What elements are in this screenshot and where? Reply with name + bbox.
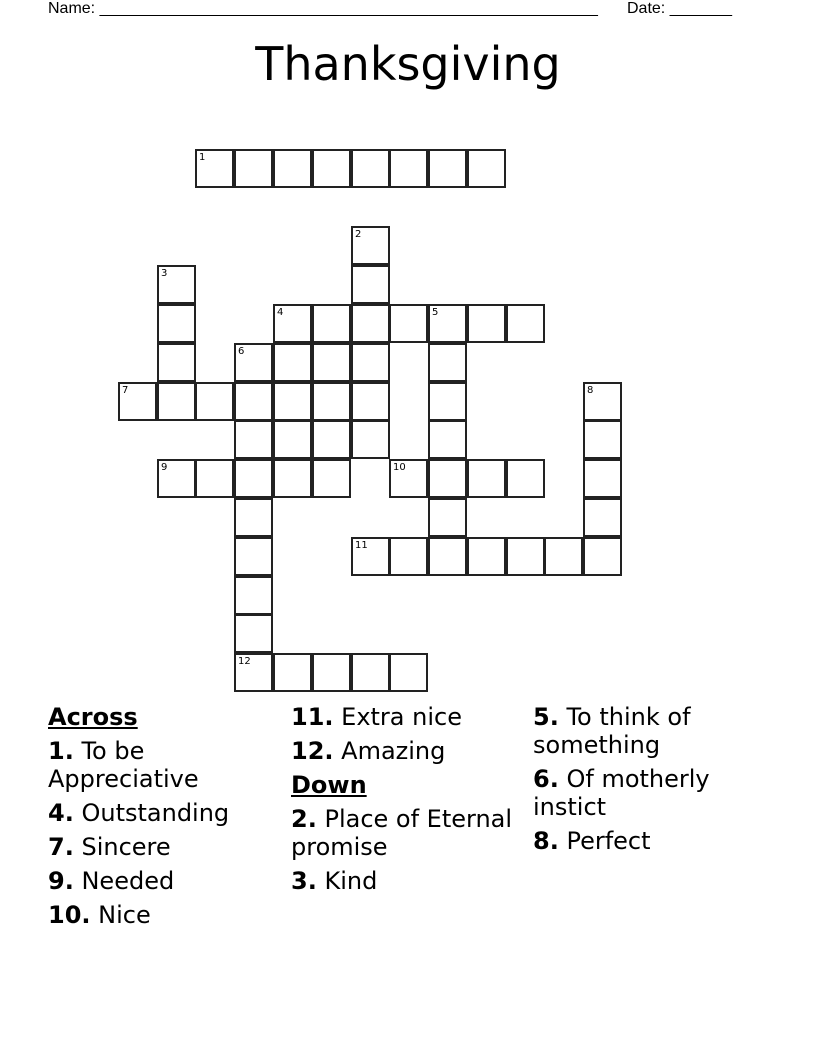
grid-cell[interactable] xyxy=(273,382,312,421)
grid-cell[interactable] xyxy=(544,537,583,576)
grid-cell-7[interactable] xyxy=(118,382,157,421)
grid-cell[interactable] xyxy=(428,343,467,382)
clue-text: Kind xyxy=(324,867,378,895)
grid-cell[interactable] xyxy=(273,149,312,188)
grid-cell[interactable] xyxy=(583,459,622,498)
grid-cell[interactable] xyxy=(351,343,390,382)
grid-cell[interactable] xyxy=(234,537,273,576)
grid-cell[interactable] xyxy=(467,537,506,576)
clue-across-11 xyxy=(291,703,531,731)
clue-number: 2. xyxy=(291,805,317,833)
cell-number: 6 xyxy=(238,346,245,357)
grid-cell[interactable] xyxy=(312,382,351,421)
cell-number: 12 xyxy=(238,656,251,667)
grid-cell[interactable] xyxy=(273,420,312,459)
clue-down-8 xyxy=(533,827,773,855)
clue-column-3 xyxy=(533,703,773,861)
clue-text: Sincere xyxy=(81,833,171,861)
clue-number: 10. xyxy=(48,901,91,929)
grid-cell[interactable] xyxy=(195,459,234,498)
grid-cell[interactable] xyxy=(428,459,467,498)
grid-cell[interactable] xyxy=(234,614,273,653)
grid-cell-4[interactable] xyxy=(273,304,312,343)
grid-cell[interactable] xyxy=(389,149,428,188)
grid-cell-1[interactable] xyxy=(195,149,234,188)
grid-cell[interactable] xyxy=(312,343,351,382)
clue-text: Extra nice xyxy=(341,703,462,731)
clue-text: Place of Eternal promise xyxy=(291,805,513,861)
grid-cell[interactable] xyxy=(583,537,622,576)
clue-text: To be Appreciative xyxy=(48,737,199,793)
cell-number: 7 xyxy=(122,385,129,396)
cell-number: 11 xyxy=(355,540,368,551)
clue-number: 8. xyxy=(533,827,559,855)
grid-cell[interactable] xyxy=(351,149,390,188)
grid-cell[interactable] xyxy=(583,420,622,459)
grid-cell-12[interactable] xyxy=(234,653,273,692)
grid-cell-2[interactable] xyxy=(351,226,390,265)
cell-number: 4 xyxy=(277,307,284,318)
grid-cell-5[interactable] xyxy=(428,304,467,343)
clue-across-1 xyxy=(48,737,288,793)
clue-text: Perfect xyxy=(566,827,651,855)
grid-cell[interactable] xyxy=(312,304,351,343)
grid-cell[interactable] xyxy=(234,149,273,188)
across-heading: Across xyxy=(48,703,138,731)
clue-down-6 xyxy=(533,765,773,821)
clue-text: Outstanding xyxy=(81,799,230,827)
grid-cell-8[interactable] xyxy=(583,382,622,421)
puzzle-title: Thanksgiving xyxy=(255,37,561,91)
cell-number: 1 xyxy=(199,152,206,163)
grid-cell[interactable] xyxy=(467,149,506,188)
clue-down-2 xyxy=(291,805,531,861)
clue-number: 5. xyxy=(533,703,559,731)
clue-across-12 xyxy=(291,737,531,765)
clue-across-10 xyxy=(48,901,288,929)
clue-number: 9. xyxy=(48,867,74,895)
grid-cell[interactable] xyxy=(234,498,273,537)
grid-cell[interactable] xyxy=(234,576,273,615)
grid-cell[interactable] xyxy=(312,653,351,692)
grid-cell[interactable] xyxy=(273,343,312,382)
grid-cell-9[interactable] xyxy=(157,459,196,498)
cell-number: 10 xyxy=(393,462,406,473)
clue-number: 4. xyxy=(48,799,74,827)
grid-cell[interactable] xyxy=(351,304,390,343)
grid-cell[interactable] xyxy=(351,653,390,692)
grid-cell[interactable] xyxy=(428,420,467,459)
clue-number: 1. xyxy=(48,737,74,765)
grid-cell[interactable] xyxy=(157,382,196,421)
grid-cell[interactable] xyxy=(195,382,234,421)
grid-cell[interactable] xyxy=(428,537,467,576)
grid-cell[interactable] xyxy=(506,304,545,343)
cell-number: 8 xyxy=(587,385,594,396)
grid-cell[interactable] xyxy=(467,459,506,498)
clue-text: Needed xyxy=(81,867,175,895)
name-field-label: Name: ________________________________________________________ xyxy=(48,0,598,17)
grid-cell[interactable] xyxy=(389,304,428,343)
down-heading: Down xyxy=(291,771,367,799)
clue-text: Nice xyxy=(98,901,151,929)
cell-number: 9 xyxy=(161,462,168,473)
grid-cell[interactable] xyxy=(312,459,351,498)
clue-across-4 xyxy=(48,799,288,827)
clue-number: 6. xyxy=(533,765,559,793)
grid-cell-11[interactable] xyxy=(351,537,390,576)
grid-cell[interactable] xyxy=(506,459,545,498)
clue-text: To think of something xyxy=(533,703,691,759)
clue-across-9 xyxy=(48,867,288,895)
cell-number: 5 xyxy=(432,307,439,318)
grid-cell[interactable] xyxy=(583,498,622,537)
grid-cell-6[interactable] xyxy=(234,343,273,382)
grid-cell[interactable] xyxy=(234,420,273,459)
grid-cell[interactable] xyxy=(428,382,467,421)
clue-number: 7. xyxy=(48,833,74,861)
cell-number: 3 xyxy=(161,268,168,279)
clue-text: Amazing xyxy=(341,737,446,765)
clue-across-7 xyxy=(48,833,288,861)
grid-cell[interactable] xyxy=(234,459,273,498)
grid-cell[interactable] xyxy=(428,498,467,537)
grid-cell[interactable] xyxy=(234,382,273,421)
grid-cell[interactable] xyxy=(351,420,390,459)
clue-number: 11. xyxy=(291,703,334,731)
grid-cell[interactable] xyxy=(157,343,196,382)
cell-number: 2 xyxy=(355,229,362,240)
date-field-label: Date: _______ xyxy=(627,0,732,17)
clue-down-3 xyxy=(291,867,531,895)
grid-cell-10[interactable] xyxy=(389,459,428,498)
clue-number: 12. xyxy=(291,737,334,765)
clue-number: 3. xyxy=(291,867,317,895)
clue-down-5 xyxy=(533,703,773,759)
grid-cell[interactable] xyxy=(351,265,390,304)
clue-column-1 xyxy=(48,703,288,935)
grid-cell[interactable] xyxy=(273,653,312,692)
grid-cell[interactable] xyxy=(428,149,467,188)
grid-cell[interactable] xyxy=(389,537,428,576)
clue-column-2 xyxy=(291,703,531,901)
grid-cell[interactable] xyxy=(467,304,506,343)
grid-cell[interactable] xyxy=(312,149,351,188)
grid-cell[interactable] xyxy=(506,537,545,576)
grid-cell[interactable] xyxy=(312,420,351,459)
grid-cell[interactable] xyxy=(157,304,196,343)
grid-cell[interactable] xyxy=(351,382,390,421)
grid-cell-3[interactable] xyxy=(157,265,196,304)
clue-text: Of motherly instict xyxy=(533,765,710,821)
grid-cell[interactable] xyxy=(273,459,312,498)
grid-cell[interactable] xyxy=(389,653,428,692)
